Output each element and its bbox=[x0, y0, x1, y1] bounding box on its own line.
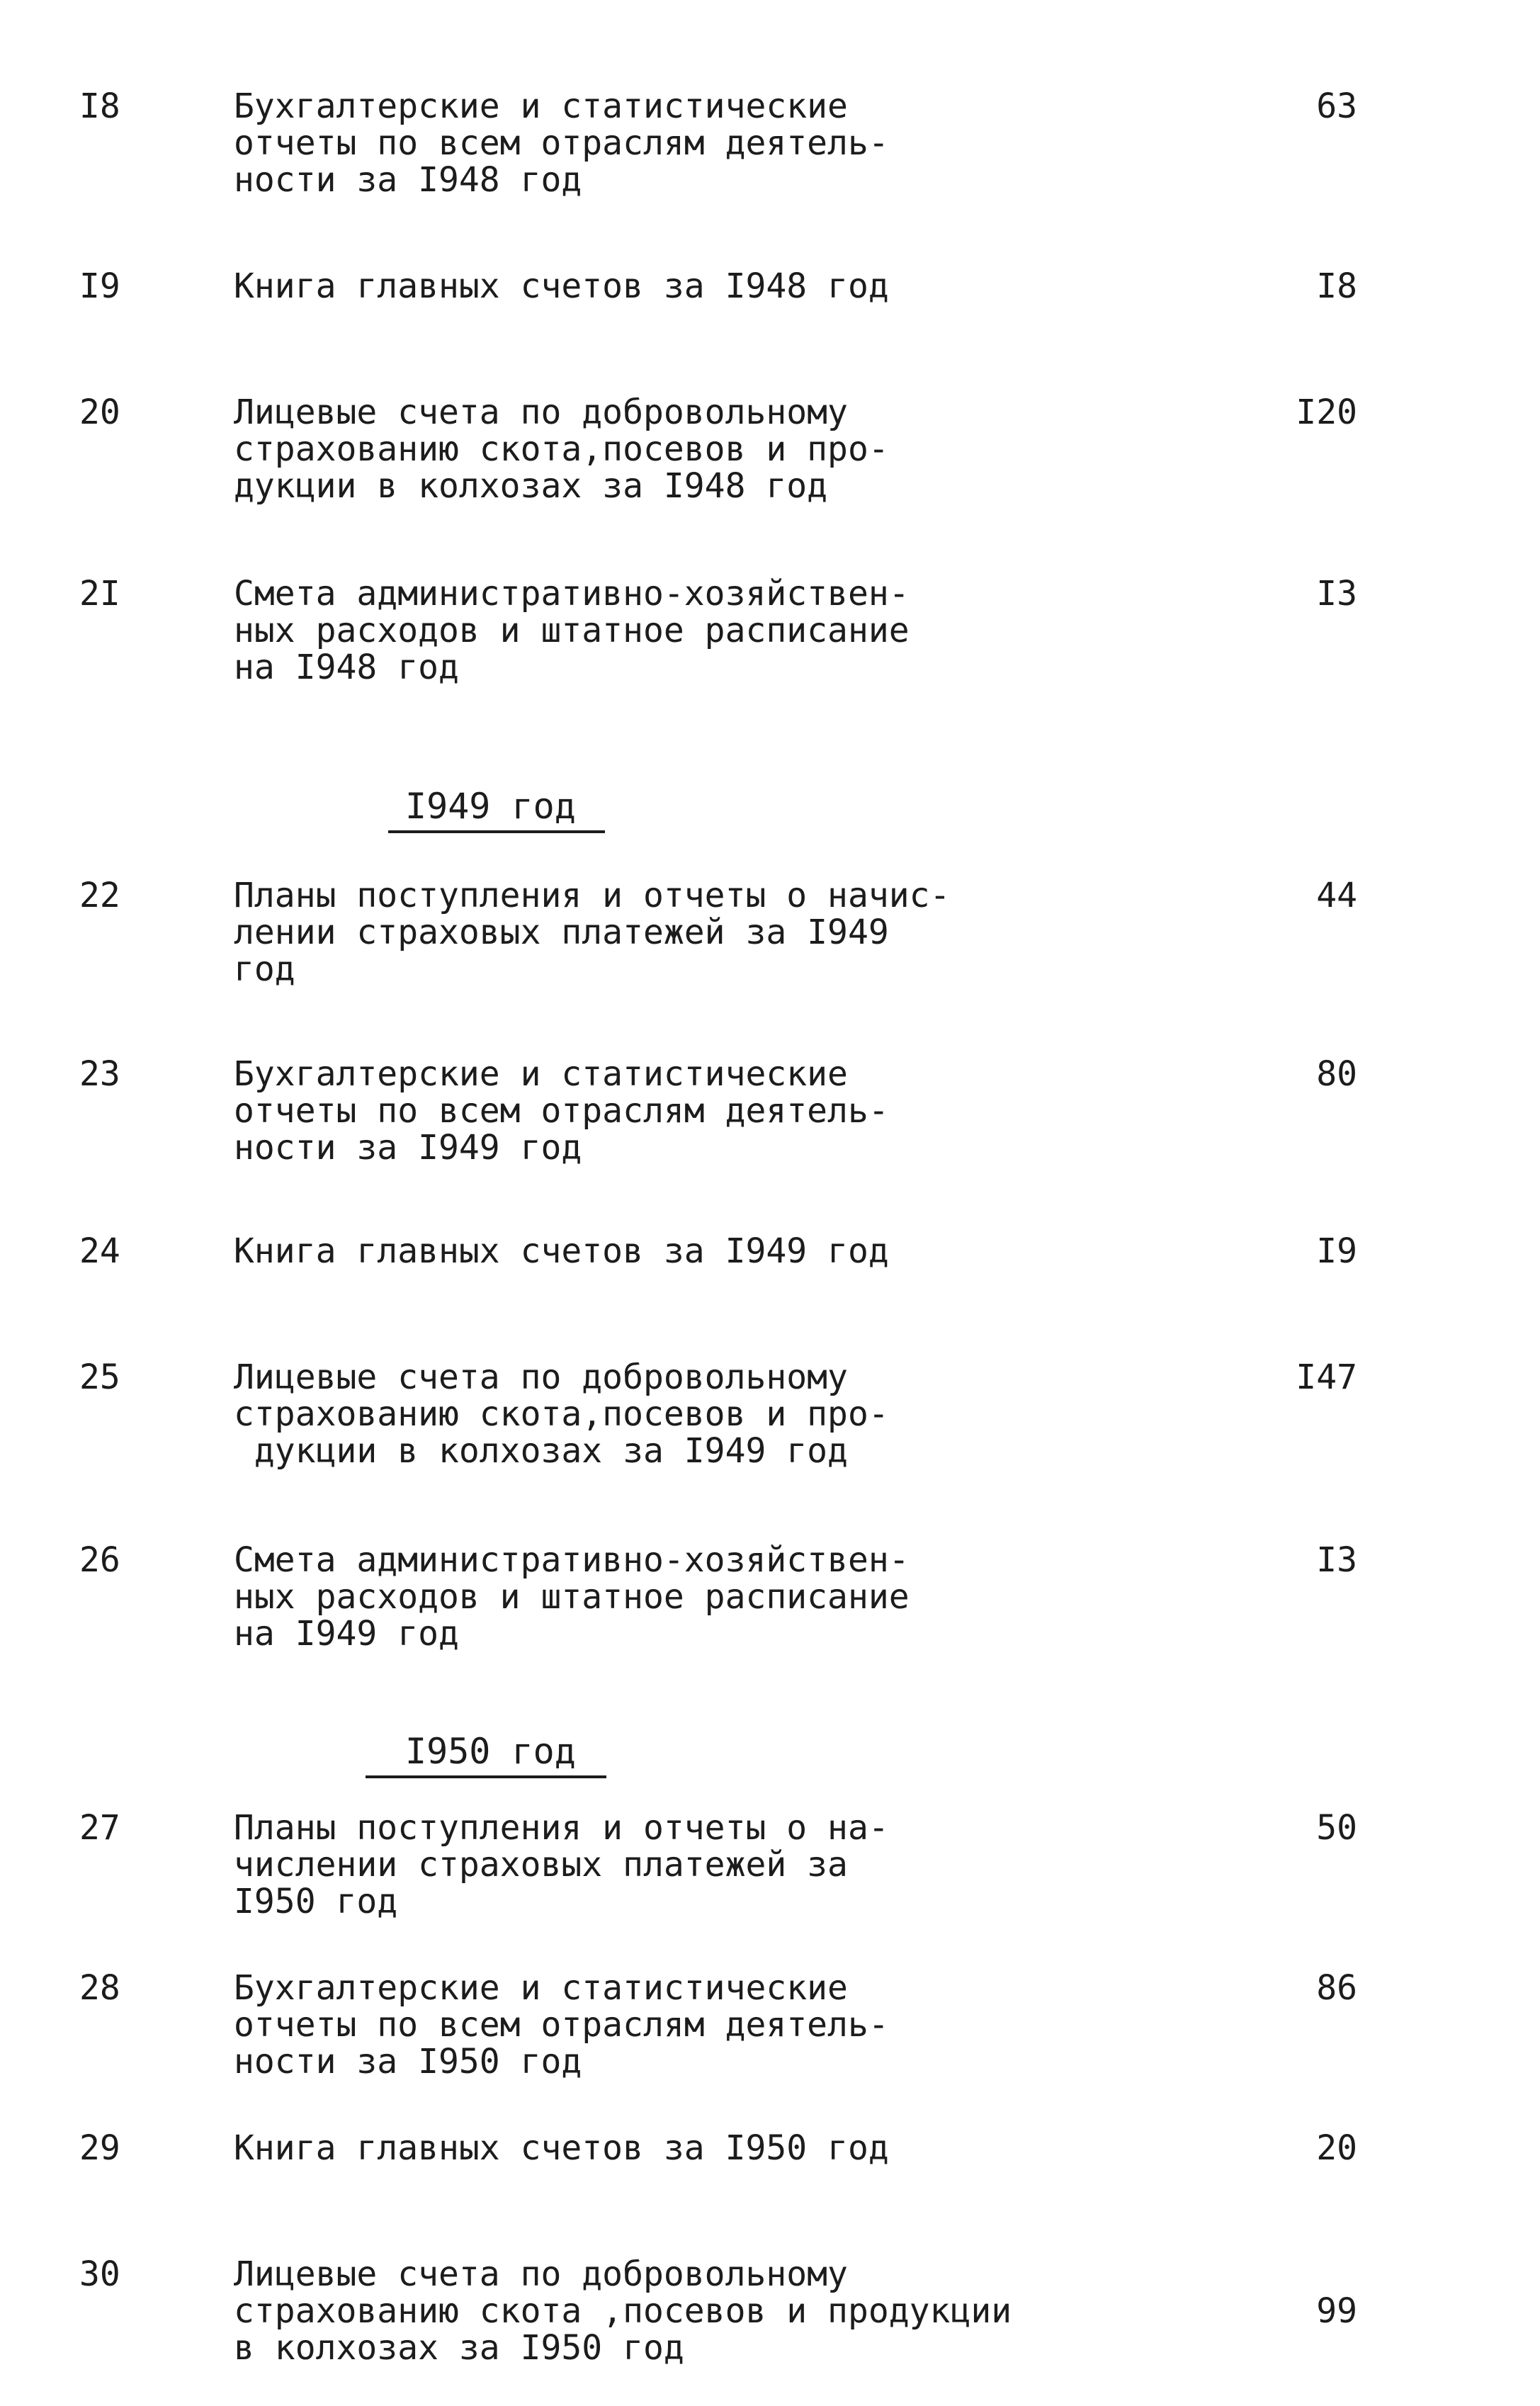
item-title-line: Планы поступления и отчеты о начис- bbox=[234, 876, 951, 915]
item-number: 28 bbox=[79, 1968, 120, 2008]
year-heading: I949 год bbox=[405, 786, 576, 827]
item-title-line: Смета административно-хозяйствен- bbox=[234, 1540, 910, 1580]
item-title-line: Смета административно-хозяйствен- bbox=[234, 574, 910, 614]
item-title bbox=[234, 88, 1197, 198]
item-title-line: отчеты по всем отраслям деятель- bbox=[234, 1091, 889, 1131]
item-sheet-count: 50 bbox=[1316, 1808, 1357, 1848]
item-title-line: числении страховых платежей за bbox=[234, 1845, 848, 1885]
item-title bbox=[234, 1056, 1197, 1166]
item-title-line: ности за I949 год bbox=[234, 1128, 582, 1168]
item-sheet-count: 44 bbox=[1316, 876, 1357, 915]
item-title-line: Книга главных счетов за I949 год bbox=[234, 1231, 889, 1271]
item-title bbox=[234, 575, 1197, 686]
item-sheet-count: 20 bbox=[1316, 2128, 1357, 2168]
item-sheet-count: I47 bbox=[1296, 1357, 1357, 1397]
item-title-line: I950 год bbox=[234, 1882, 398, 1921]
item-number: 2I bbox=[79, 574, 120, 614]
item-number: 27 bbox=[79, 1808, 120, 1848]
item-title bbox=[234, 1359, 1197, 1469]
item-number: 25 bbox=[79, 1357, 120, 1397]
item-title-line: Бухгалтерские и статистические bbox=[234, 1968, 848, 2008]
year-heading-underline bbox=[388, 830, 605, 833]
item-sheet-count: 99 bbox=[1316, 2291, 1357, 2331]
year-heading: I950 год bbox=[405, 1731, 576, 1772]
item-title-line: Бухгалтерские и статистические bbox=[234, 86, 848, 126]
item-title-line: на I949 год bbox=[234, 1614, 459, 1654]
item-number: I8 bbox=[79, 86, 120, 126]
item-sheet-count: I8 bbox=[1316, 266, 1357, 306]
item-sheet-count: I3 bbox=[1316, 574, 1357, 614]
item-title-line: Лицевые счета по добровольному bbox=[234, 392, 848, 432]
item-title-line: страхованию скота,посевов и про- bbox=[234, 429, 889, 469]
item-title-line: Книга главных счетов за I948 год bbox=[234, 266, 889, 306]
item-title-line: Книга главных счетов за I950 год bbox=[234, 2128, 889, 2168]
item-title-line: ности за I950 год bbox=[234, 2042, 582, 2082]
item-title-line: дукции в колхозах за I949 год bbox=[234, 1431, 848, 1471]
item-title-line: в колхозах за I950 год bbox=[234, 2328, 684, 2368]
item-title bbox=[234, 2256, 1197, 2366]
item-title-line: ности за I948 год bbox=[234, 160, 582, 200]
item-title-line: Планы поступления и отчеты о на- bbox=[234, 1808, 889, 1848]
item-title bbox=[234, 1542, 1197, 1652]
item-sheet-count: 63 bbox=[1316, 86, 1357, 126]
item-title-line: отчеты по всем отраслям деятель- bbox=[234, 2005, 889, 2045]
item-number: 22 bbox=[79, 876, 120, 915]
item-title-line: страхованию скота ,посевов и продукции bbox=[234, 2291, 1012, 2331]
item-title-line: Бухгалтерские и статистические bbox=[234, 1054, 848, 1094]
item-sheet-count: 86 bbox=[1316, 1968, 1357, 2008]
item-title-line: на I948 год bbox=[234, 648, 459, 687]
item-sheet-count: 80 bbox=[1316, 1054, 1357, 1094]
item-title bbox=[234, 877, 1197, 988]
item-title-line: Лицевые счета по добровольному bbox=[234, 2254, 848, 2294]
item-title-line: страхованию скота,посевов и про- bbox=[234, 1394, 889, 1434]
item-title-line: лении страховых платежей за I949 bbox=[234, 913, 889, 952]
item-number: 29 bbox=[79, 2128, 120, 2168]
item-sheet-count: I20 bbox=[1296, 392, 1357, 432]
item-title-line: отчеты по всем отраслям деятель- bbox=[234, 123, 889, 163]
item-title bbox=[234, 394, 1197, 504]
item-number: 24 bbox=[79, 1231, 120, 1271]
item-number: 30 bbox=[79, 2254, 120, 2294]
item-title bbox=[234, 2130, 1197, 2167]
year-heading-underline bbox=[366, 1775, 606, 1778]
item-number: 23 bbox=[79, 1054, 120, 1094]
item-title-line: год bbox=[234, 949, 295, 989]
item-title-line: ных расходов и штатное расписание bbox=[234, 1577, 910, 1617]
item-title bbox=[234, 268, 1197, 305]
item-title-line: Лицевые счета по добровольному bbox=[234, 1357, 848, 1397]
item-number: 20 bbox=[79, 392, 120, 432]
item-number: I9 bbox=[79, 266, 120, 306]
item-title bbox=[234, 1233, 1197, 1270]
item-sheet-count: I9 bbox=[1316, 1231, 1357, 1271]
item-title bbox=[234, 1970, 1197, 2080]
item-sheet-count: I3 bbox=[1316, 1540, 1357, 1580]
item-title bbox=[234, 1809, 1197, 1920]
item-number: 26 bbox=[79, 1540, 120, 1580]
item-title-line: дукции в колхозах за I948 год bbox=[234, 466, 828, 506]
item-title-line: ных расходов и штатное расписание bbox=[234, 611, 910, 650]
